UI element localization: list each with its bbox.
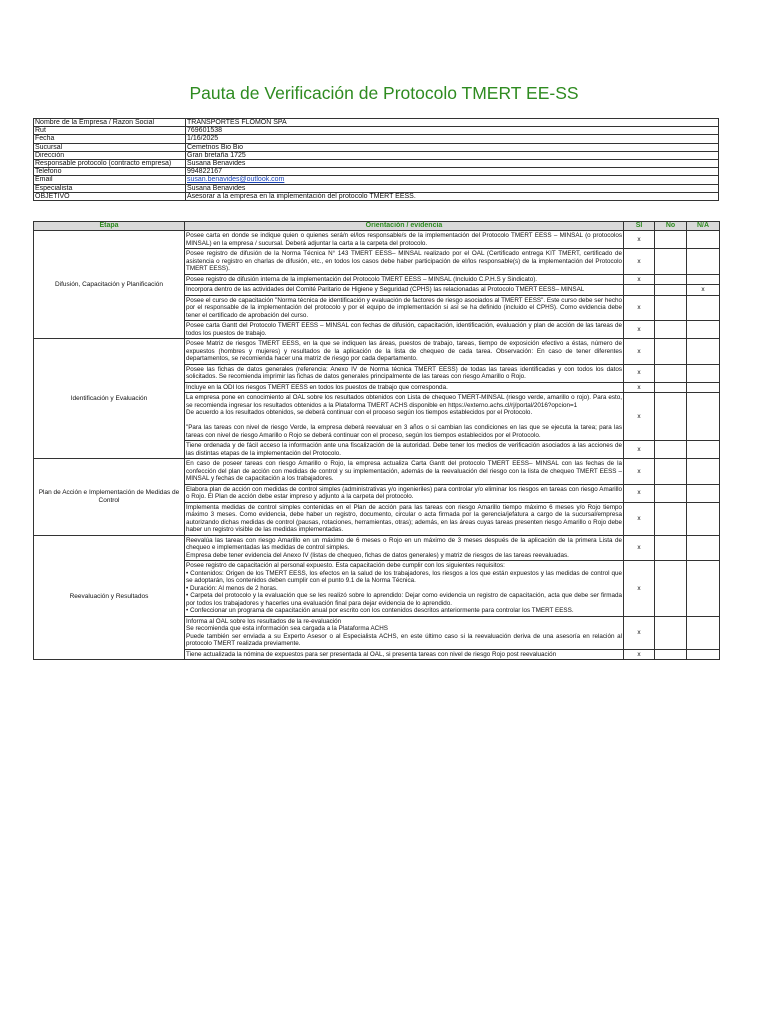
check-no-cell (655, 502, 687, 535)
check-na-cell (687, 295, 720, 321)
info-label: OBJETIVO (34, 192, 186, 200)
check-si-cell: x (624, 393, 655, 441)
check-no-cell (655, 441, 687, 459)
check-no-cell (655, 484, 687, 502)
evidence-line: • Contenidos: Origen de los TMERT EESS, los efectos en la salud de los trabajadores, los riesgos a los que están expuestos y las medidas de control que se adoptarán, los contenidos deben cumplir con el punto 9.1 de la Norma Técnica. (186, 569, 622, 584)
check-si-cell: x (624, 561, 655, 617)
check-na-cell (687, 364, 720, 382)
check-na-cell (687, 382, 720, 393)
table-row (34, 339, 720, 365)
blank-line (186, 417, 622, 425)
check-si-cell: x (624, 274, 655, 285)
check-si-cell: x (624, 502, 655, 535)
evidence-text (185, 321, 624, 339)
check-no-cell (655, 339, 687, 365)
check-si-cell: x (624, 616, 655, 649)
header-na: N/A (687, 222, 720, 231)
evidence-text (185, 249, 624, 275)
evidence-line: En caso de poseer tareas con riesgo Amarillo o Rojo, la empresa actualiza Carta Gantt del protocolo TMERT EESS– MINSAL con las fechas de la confección del plan de acción con medidas de control y su implementación, además de la reevaluación del riesgo con la lista de chequeo TMERT EESS – MINSAL y fechas de capacitación a los trabajadores. (186, 460, 622, 482)
evidence-text (185, 339, 624, 365)
check-na-cell (687, 393, 720, 441)
evidence-line: Posee registro de capacitación al personal expuesto. Esta capacitación debe cumplir con los siguientes requisitos: (186, 562, 505, 569)
evidence-line: Incluye en la ODI los riesgos TMERT EESS en todos los puestos de trabajo que corresponda. (186, 383, 448, 391)
info-value: 994822167 (186, 168, 719, 176)
check-no-cell (655, 561, 687, 617)
evidence-line: Informa al OAL sobre los resultados de la re-evaluación (186, 617, 342, 625)
check-si-cell: x (624, 231, 655, 249)
check-no-cell (655, 231, 687, 249)
info-row (34, 192, 719, 200)
info-row (34, 176, 719, 184)
info-value: TRANSPORTES FLOMON SPA (186, 119, 719, 127)
check-no-cell (655, 295, 687, 321)
header-orientacion: Orientación / evidencia (185, 222, 624, 231)
info-label: Nombre de la Empresa / Razon Social (34, 119, 186, 127)
evidence-text (185, 502, 624, 535)
check-na-cell (687, 649, 720, 660)
evidence-text (185, 274, 624, 285)
evidence-text (185, 382, 624, 393)
info-value: Susana Benavides (186, 160, 719, 168)
info-row (34, 119, 719, 127)
check-si-cell (624, 285, 655, 296)
info-row (34, 184, 719, 192)
info-label: Dirección (34, 151, 186, 159)
check-si-cell: x (624, 321, 655, 339)
evidence-line: Posee el curso de capacitación "Norma técnica de identificación y evaluación de factores de riesgo asociados al TMERT EESS". Este curso debe ser hecho por el responsable de la implementación del protocolo y por el equipo de implementación si así se ha definido (incluido el CPHS). Como evidencia debe tener el certificado de aprobación del curso. (186, 296, 622, 319)
check-na-cell (687, 459, 720, 485)
header-si: SI (624, 222, 655, 231)
stage-name: Difusión, Capacitación y Planificación (34, 231, 185, 339)
check-na-cell (687, 339, 720, 365)
stage-name: Identificación y Evaluación (34, 339, 185, 459)
evidence-line: Tiene ordenada y de fácil acceso la información ante una fiscalización de la autoridad. Debe tener los medios de verificación asociados a las acciones de las distintas etapas de la implementación del Protocolo. (186, 442, 622, 457)
evidence-line: Posee registro de difusión de la Norma Técnica N° 143 TMERT EESS– MINSAL realizado por el OAL (Certificado entrega KIT TMERT, certificado de asistencia o registro en charlas de difusión, etc., en todos los casos debe haber participación de el/los responsable(s) de la implementación del Protocolo TMERT EESS). (186, 250, 622, 272)
check-no-cell (655, 393, 687, 441)
info-row (34, 135, 719, 143)
check-na-cell (687, 535, 720, 561)
info-label: Telefono (34, 168, 186, 176)
page-title: Pauta de Verificación de Protocolo TMERT EE-SS (189, 83, 579, 103)
info-value: Cemetnos Bio Bio (186, 143, 719, 151)
evidence-line: "Para las tareas con nivel de riesgo Verde, la empresa deberá reevaluar en 3 años o si cambian las condiciones en las que se ejecuta la tarea; para las tareas con nivel de riesgo Amarillo o Rojo se deberá continuar con el proceso, según los tiempos establecidos por el Protocolo. (186, 424, 622, 439)
check-na-cell (687, 561, 720, 617)
evidence-text (185, 649, 624, 660)
check-na-cell (687, 616, 720, 649)
info-value: Asesorar a la empresa en la implementación del protocolo TMERT EESS. (186, 192, 719, 200)
info-label: Rut (34, 127, 186, 135)
evidence-line: De acuerdo a los resultados obtenidos, se deberá continuar con el proceso según los tiempos establecidos por el Protocolo. (186, 409, 533, 416)
info-value: 1/16/2025 (186, 135, 719, 143)
check-si-cell: x (624, 249, 655, 275)
evidence-line: Puede también ser enviada a su Experto Asesor o al Especialista ACHS, en este último caso si la reevaluación deriva de una asesoría en relación al protocolo TMERT realizada previamente. (186, 632, 622, 647)
info-value: Susana Benavides (186, 184, 719, 192)
evidence-text (185, 616, 624, 649)
evidence-text (185, 295, 624, 321)
evidence-line: Se recomienda que esta información sea cargada a la Plataforma ACHS (186, 625, 388, 632)
evidence-line: Tiene actualizada la nómina de expuestos para ser presentada al OAL, si presenta tareas con nivel de riesgo Rojo post reevaluación (186, 650, 557, 658)
info-label: Fecha (34, 135, 186, 143)
header-no: No (655, 222, 687, 231)
check-no-cell (655, 382, 687, 393)
check-na-cell (687, 274, 720, 285)
header-etapa: Etapa (34, 222, 185, 231)
check-no-cell (655, 249, 687, 275)
check-si-cell: x (624, 382, 655, 393)
info-label: Sucursal (34, 143, 186, 151)
check-si-cell: x (624, 459, 655, 485)
evidence-line: Posee las fichas de datos generales (referencia: Anexo IV de Norma técnica TMERT EESS) de todas las tareas identificadas y con todos los datos solicitados. Se recomienda imprimir las fichas de datos generales principalmente de las tareas con riesgo Amarillo o Rojo. (186, 365, 622, 380)
evidence-line: Incorpora dentro de las actividades del Comité Paritario de Higiene y Seguridad (CPHS) las relacionadas al Protocolo TMERT EESS– MINSAL (186, 286, 585, 293)
check-si-cell: x (624, 649, 655, 660)
evidence-line: Implementa medidas de control simples contenidas en el Plan de acción para las tareas con riesgo Amarillo tiempo máximo 6 meses y/o Rojo tiempo máximo 3 meses. Como evidencia, debe haber un registro, documento, circular o acta firmada por la gerencia/jefatura a cargo de la sucursal/empresa autorizando dichas medidas de control (pausas, rotaciones, herramientas, otras); además, en las áreas cuyas tareas presenten riesgo Amarillo o Rojo debe haber un registro visible de las medidas implementadas. (186, 503, 622, 533)
info-label: Email (34, 176, 186, 184)
evidence-line: Posee carta Gantt del Protocolo TMERT EESS – MINSAL con fechas de difusión, capacitación, identificación, evaluación y plan de acción de las tareas de todos los puestos de trabajo. (186, 322, 622, 337)
check-no-cell (655, 274, 687, 285)
info-row (34, 127, 719, 135)
check-si-cell: x (624, 535, 655, 561)
email-link[interactable]: susan.benavides@outlook.com (187, 176, 285, 184)
check-na-cell (687, 502, 720, 535)
info-row (34, 143, 719, 151)
table-header-row (34, 222, 720, 231)
check-no-cell (655, 364, 687, 382)
info-label: Responsable protocolo (contracto empresa) (34, 160, 186, 168)
check-si-cell: x (624, 441, 655, 459)
info-value (186, 176, 719, 184)
info-row (34, 160, 719, 168)
info-value: Gran bretaña 1725 (186, 151, 719, 159)
evidence-text (185, 535, 624, 561)
evidence-text (185, 364, 624, 382)
info-row (34, 168, 719, 176)
check-no-cell (655, 535, 687, 561)
check-na-cell (687, 484, 720, 502)
stage-name: Reevaluación y Resultados (34, 535, 185, 660)
verification-table (33, 221, 720, 660)
check-no-cell (655, 459, 687, 485)
evidence-line: • Duración: Al menos de 2 horas. (186, 584, 278, 592)
check-si-cell: x (624, 339, 655, 365)
info-row (34, 151, 719, 159)
check-na-cell: x (687, 285, 720, 296)
check-si-cell: x (624, 484, 655, 502)
check-si-cell: x (624, 364, 655, 382)
evidence-line: • Carpeta del protocolo y la evaluación que se les realizó sobre lo aprendido: Dejar como evidencia un registro de capacitación, acta que debe ser firmada por todos los trabajadores y hacerles una evaluación final para dejar evidencia de lo aprendido. (186, 592, 622, 607)
evidence-line: La empresa pone en conocimiento al OAL sobre los resultados obtenidos con Lista de chequeo TMERT-MINSAL (riesgo verde, amarillo o rojo). Para esto, se recomienda ingresar los resultados obtenidos a la Plataforma TMERT ACHS disponible en https://externo.achs.cl/rj/portal/2016?opcion=1 (186, 394, 622, 409)
table-row (34, 231, 720, 249)
table-row (34, 535, 720, 561)
evidence-line: • Confeccionar un programa de capacitación anual por escrito con los contenidos descritos anteriormente para controlar los TMERT EESS. (186, 607, 574, 614)
check-na-cell (687, 249, 720, 275)
evidence-text (185, 484, 624, 502)
evidence-line: Reevalúa las tareas con riesgo Amarillo en un máximo de 6 meses o Rojo en un máximo de 3 meses después de la aplicación de la primera Lista de chequeo e implementadas las medidas de control simples. (186, 536, 622, 551)
check-no-cell (655, 285, 687, 296)
evidence-line: Empresa debe tener evidencia del Anexo IV (listas de chequeo, fichas de datos generales) y matriz de riesgos de las tareas reevaluadas. (186, 551, 569, 559)
table-row (34, 459, 720, 485)
check-no-cell (655, 321, 687, 339)
evidence-text (185, 393, 624, 441)
evidence-text (185, 561, 624, 617)
info-value: 769601538 (186, 127, 719, 135)
stage-name: Plan de Acción e Implementación de Medidas de Control (34, 459, 185, 536)
evidence-line: Posee registro de difusión interna de la implementación del Protocolo TMERT EESS – MINSAL (Incluido C.P.H.S y Sindicato). (186, 275, 538, 283)
check-na-cell (687, 321, 720, 339)
company-info-table (33, 118, 719, 201)
evidence-line: Elabora plan de acción con medidas de control simples (administrativas y/o ingenieriles) para controlar y/o eliminar los riesgos en tareas con riesgo Amarillo o Rojo. El Plan de acción debe estar impreso y adjunto a la carpeta del protocolo. (186, 485, 622, 500)
info-label: Especialista (34, 184, 186, 192)
evidence-line: Posee carta en donde se indique quien o quienes será/n el/los responsable/s de la implementación del Protocolo TMERT EESS – MINSAL (o protocolos MINSAL) en la empresa / sucursal. Deberá adjuntar la carta a la carpeta del protocolo. (186, 232, 622, 247)
evidence-line: Posee Matriz de riesgos TMERT EESS, en la que se indiquen las áreas, puestos de trabajo, tareas, tiempo de exposición efectivo a éstas, número de expuestos (hombres y mujeres) y resultados de la aplicación de la lista de chequeo de cada tarea. Observación: En caso de tener diferentes departamentos, se recomienda hacer una matriz de riesgo por cada departamento. (186, 340, 622, 362)
evidence-text (185, 459, 624, 485)
check-no-cell (655, 616, 687, 649)
check-no-cell (655, 649, 687, 660)
evidence-text (185, 231, 624, 249)
check-si-cell: x (624, 295, 655, 321)
check-na-cell (687, 441, 720, 459)
evidence-text (185, 285, 624, 296)
check-na-cell (687, 231, 720, 249)
evidence-text (185, 441, 624, 459)
